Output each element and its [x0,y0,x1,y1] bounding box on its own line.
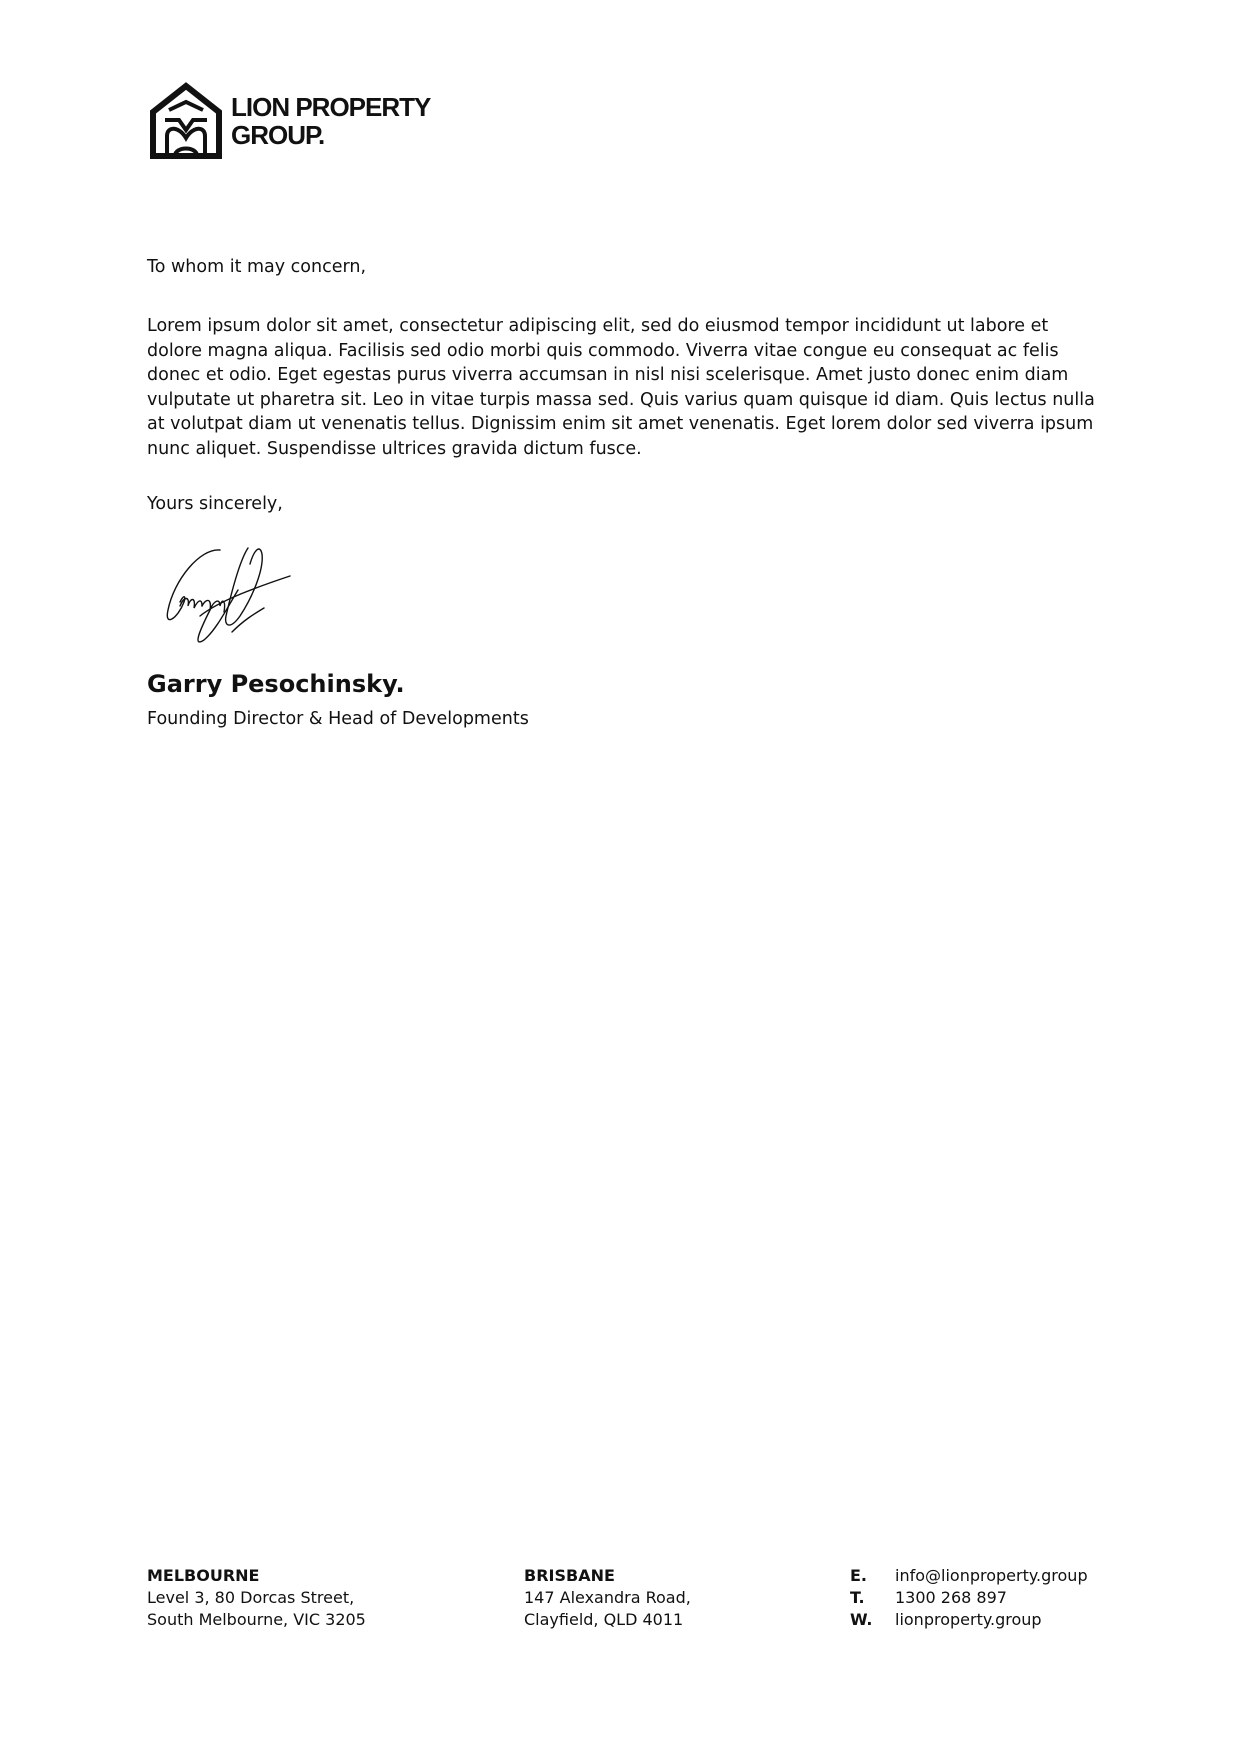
email-label: E. [850,1566,868,1585]
website-link[interactable]: lionproperty.group [895,1610,1042,1629]
signer-title: Founding Director & Head of Developments [147,709,529,729]
footer-phone-row [850,1587,1088,1609]
phone-number[interactable]: 1300 268 897 [895,1588,1007,1607]
letter-closing: Yours sincerely, [147,494,283,514]
footer-address-line: Level 3, 80 Dorcas Street, [147,1588,355,1607]
letter-salutation: To whom it may concern, [147,257,367,277]
footer-brisbane-address [524,1565,691,1631]
letter-body: Lorem ipsum dolor sit amet, consectetur adipiscing elit, sed do eiusmod tempor incididunt ut labore et dolore magna aliqua. Facilisis sed odio morbi quis commodo. Viverra vitae congue eu consequat ac felis donec et odio. Eget egestas purus viverra accumsan in nisl nisi scelerisque. Amet justo donec enim diam vulputate ut pharetra sit. Leo in vitae turpis massa sed. Quis varius quam quisque id diam. Quis lectus nulla at volutpat diam ut venenatis tellus. Dignissim enim sit amet venenatis. Eget lorem dolor sed viverra ipsum nunc aliquet. Suspendisse ultrices gravida dictum fusce. [147,316,1095,459]
logo-wordmark-line1: LION PROPERTY [231,92,431,122]
lion-house-icon [149,82,223,160]
phone-label: T. [850,1588,865,1607]
footer-web-row [850,1609,1088,1631]
footer-city-heading: MELBOURNE [147,1566,260,1585]
company-logo [149,82,430,160]
footer-address-line: South Melbourne, VIC 3205 [147,1610,366,1629]
logo-wordmark-line2: GROUP. [231,120,325,150]
web-label: W. [850,1610,873,1629]
footer-melbourne-address [147,1565,366,1631]
handwritten-signature [160,540,300,659]
footer-city-heading: BRISBANE [524,1566,615,1585]
footer-contact-details [850,1565,1088,1631]
signer-name: Garry Pesochinsky. [147,670,405,698]
footer-address-line: 147 Alexandra Road, [524,1588,691,1607]
email-link[interactable]: info@lionproperty.group [895,1566,1088,1585]
footer-address-line: Clayfield, QLD 4011 [524,1610,684,1629]
footer-email-row [850,1565,1088,1587]
